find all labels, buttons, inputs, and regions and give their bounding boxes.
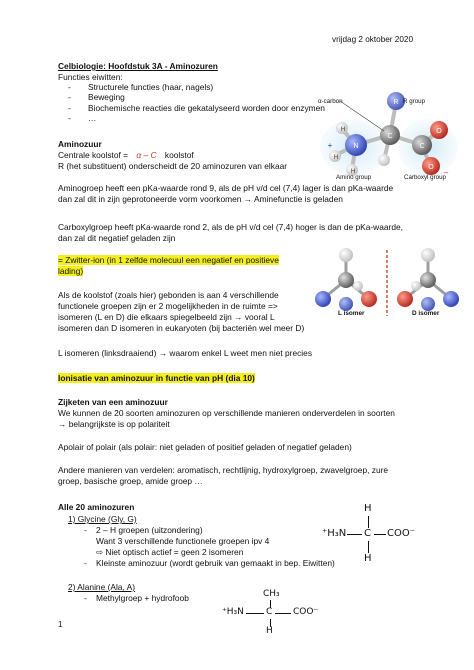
bond-line [368, 516, 369, 528]
svg-text:N: N [353, 143, 359, 150]
aminogroep-line-2: dan zal dit in zijn geprotoneerde vorm voorkomen → Aminefunctie is geladen [58, 194, 343, 204]
r-group-atom [421, 297, 435, 311]
koolstof-line-4: isomeren dan D isomeren in eukaryoten (bij bacteriën wel meer D) [58, 323, 305, 333]
list-item: - Structurele functies (haar, nagels) [68, 82, 214, 92]
carbon-atom [338, 272, 354, 288]
carbon-atom [420, 272, 436, 288]
glycine-carboxyl: COO⁻ [387, 528, 416, 539]
glycine-amino: ⁺H₃N [322, 528, 347, 539]
list-item: - … [68, 112, 97, 123]
bond-line [368, 541, 369, 553]
koolstof-line-2: functionele groepen zijn er 2 mogelijkheden in de ruimte => [58, 301, 278, 311]
svg-text:R: R [393, 99, 399, 106]
centrale-koolstof-line: Centrale koolstof = α – C koolstof [58, 150, 194, 160]
l-isomeren-line: L isomeren (linksdraaiend) → waarom enkel L weet men niet precies [58, 348, 313, 358]
ionisatie-heading: Ionisatie van aminozuur in functie van pH (dia 10) [58, 373, 255, 383]
andere-line-1: Andere manieren van verdelen: aromatisch, rechtlijnig, hydroxylgroep, zwavelgroep, zure [58, 465, 389, 475]
carboxyl-line-2: dan zal dit negatief geladen zijn [58, 233, 176, 243]
svg-text:–: – [443, 168, 449, 177]
glycine-h-bottom: H [364, 553, 372, 564]
hydrogen-atom [339, 248, 353, 262]
functions-list [68, 82, 325, 123]
hydrogen-atom [421, 248, 435, 262]
zwitter-ion-line-2: lading) [58, 266, 84, 276]
carboxyl-atom [361, 291, 377, 307]
alanine-carbon: C [266, 607, 273, 617]
glycine-carbon: C [364, 528, 371, 539]
alanine-carboxyl: COO⁻ [293, 607, 319, 617]
svg-text:C: C [387, 133, 393, 140]
zijketen-line-1: We kunnen de 20 soorten aminozuren op verschillende manieren onderverdelen in soorten [58, 408, 395, 418]
page-number: 1 [58, 620, 63, 629]
section-heading-aminozuur: Aminozuur [58, 139, 102, 149]
r-substituent-line: R (het substituent) onderscheidt de 20 aminozuren van elkaar [58, 161, 288, 171]
svg-text:O: O [436, 128, 442, 135]
svg-text:C: C [419, 143, 425, 150]
glycine-h-top: H [364, 503, 372, 514]
koolstof-line-1: Als de koolstof (zoals hier) gebonden is aan 4 verschillende [58, 290, 279, 300]
andere-line-2: groep, basische groep, amide groep … [58, 476, 203, 486]
r-group-label: R group [403, 98, 426, 105]
alanine-ch3: CH₃ [263, 589, 280, 599]
nitrogen-atom [315, 291, 331, 307]
section-heading-zijketen: Zijketen van een aminozuur [58, 397, 168, 407]
carboxyl-line-1: Carboxylgroep heeft pKa-waarde rond 2, als de pH v/d cel (7,4) hoger is dan de pKa-waarde, [58, 222, 403, 232]
svg-text:H: H [333, 155, 339, 161]
bond-line [275, 613, 291, 614]
functions-heading: Functies eiwitten: [58, 72, 123, 82]
nitrogen-atom [443, 291, 459, 307]
bond-line [246, 613, 264, 614]
r-group-atom [339, 297, 353, 311]
zijketen-line-2: → belangrijkste is op polariteit [58, 419, 170, 429]
l-isomer-label: L isomer [338, 310, 365, 317]
page-date: vrijdag 2 oktober 2020 [332, 35, 414, 44]
bond-line [374, 534, 386, 535]
koolstof-line-3: isomeren (L en D) die elkaars spiegelbeeld zijn → vooral L [58, 312, 275, 322]
carboxyl-atom [397, 291, 413, 307]
amino-group-label: Amino group [336, 174, 372, 181]
hydrogen-atom [378, 154, 390, 166]
svg-text:O: O [428, 164, 434, 171]
glycine-title: 1) Glycine (Gly, G) [68, 514, 137, 524]
glycine-item-2: Want 3 verschillende functionele groepen ipv 4 [96, 536, 270, 546]
svg-text:+: + [327, 141, 333, 150]
apolair-line: Apolair of polair (als polair: niet geladen of positief geladen of negatief geladen) [58, 442, 352, 452]
d-isomer-label: D isomer [412, 310, 440, 317]
glycine-item-4: - Kleinste aminozuur (wordt gebruik van gemaakt in bep. Eiwitten) [84, 558, 335, 568]
isomers-figure [306, 246, 468, 322]
svg-text:H: H [340, 127, 346, 133]
alanine-h-bottom: H [266, 626, 273, 636]
bond-line [347, 534, 362, 535]
svg-text:H: H [350, 169, 356, 175]
page-title: Celbiologie: Hoofdstuk 3A - Aminozuren [58, 61, 218, 71]
carboxyl-group-label: Carboxyl group [404, 174, 446, 181]
glycine-item-3: ⇨ Niet optisch actief = geen 2 isomeren [96, 547, 244, 557]
alanine-item-1: - Methylgroep + hydrofoob [84, 593, 189, 603]
section-heading-alle: Alle 20 aminozuren [58, 502, 135, 512]
list-item: - Biochemische reacties die gekatalyseerd worden door enzymen [68, 102, 325, 113]
alanine-title: 2) Alanine (Ala, A) [68, 582, 136, 592]
zwitter-ion-line-1: = Zwitter-ion (in 1 zelfde molecuul een negatief en positieve [58, 255, 279, 265]
hydrogen-atom [353, 281, 363, 291]
hydrogen-atom [411, 281, 421, 291]
alanine-amino: ⁺H₃N [222, 607, 244, 617]
aminogroep-line-1: Aminogroep heeft een pKa-waarde rond 9, als de pH v/d cel (7,4) lager is dan pKa-waarde [58, 183, 394, 193]
alpha-c-symbol: α – C [136, 150, 157, 160]
list-item: - Beweging [68, 92, 125, 103]
alpha-carbon-label: α-carbon [318, 98, 343, 105]
glycine-item-1: - 2 – H groepen (uitzondering) [84, 525, 203, 535]
